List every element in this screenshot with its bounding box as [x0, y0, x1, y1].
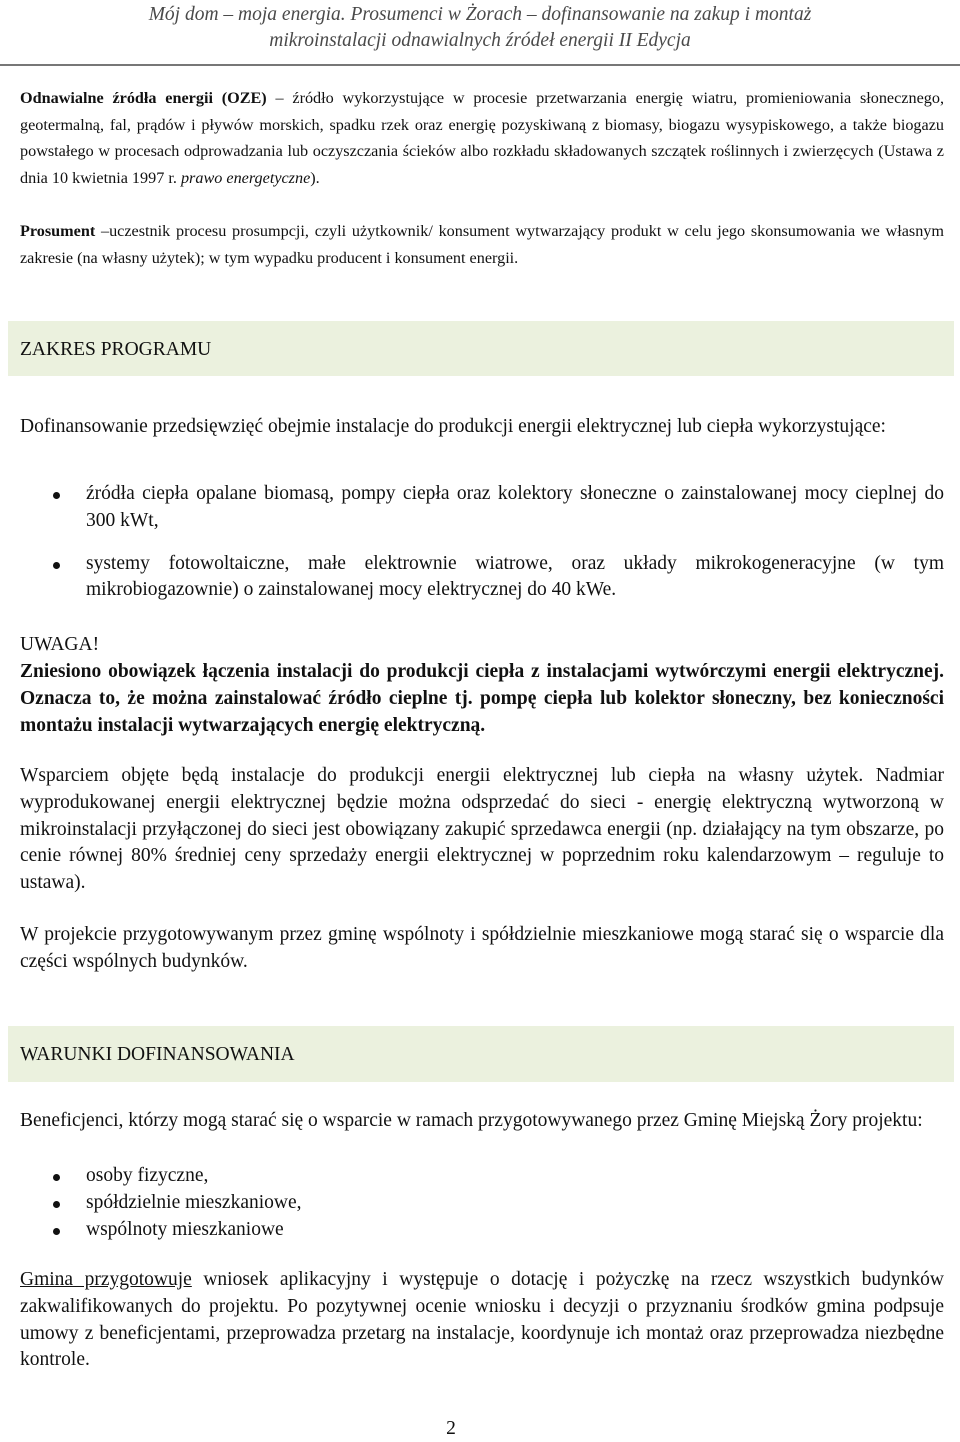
header-line-1: Mój dom – moja energia. Prosumenci w Żorach – dofinansowanie na zakup i montaż [148, 4, 812, 25]
list-item [20, 1190, 944, 1217]
list-item [20, 1163, 944, 1190]
bullet-icon [53, 1201, 60, 1208]
gmina-text: wniosek aplikacyjny i występuje o dotację i pożyczkę na rzecz wszystkich budynków zakwalifikowanych do projektu. Po pozytywnej ocenie wniosku i decyzji o przyznaniu środków gmina podpsuje umowy z beneficjentami, przeprowadza przetarg na instalacje, koordynuje ich montaż oraz przeprowadza niezbędne kontrole. [20, 1269, 944, 1371]
section-band-warunki [8, 1026, 954, 1082]
bullet-icon [53, 492, 60, 499]
list-item-text: źródła ciepła opalane biomasą, pompy ciepła oraz kolektory słoneczne o zainstalowanej mocy cieplnej do 300 kWt, [86, 483, 944, 531]
zakres-bullet-list [20, 481, 944, 604]
gmina-underlined: Gmina przygotowuje [20, 1269, 192, 1290]
bullet-icon [53, 1228, 60, 1235]
bullet-icon [53, 562, 60, 569]
oze-end: ). [310, 168, 320, 187]
list-item-text: osoby fizyczne, [86, 1165, 209, 1186]
list-item [20, 481, 944, 535]
list-item-text: systemy fotowoltaiczne, małe elektrownie wiatrowe, oraz układy mikrokogeneracyjne (w tym mikrobiogazownie) o zainstalowanej mocy elektrycznej do 40 kWe. [86, 552, 944, 601]
section-band-zakres [8, 321, 954, 376]
zakres-paragraph-2: W projekcie przygotowywanym przez gminę wspólnoty i spółdzielnie mieszkaniowe mogą starać się o wsparcie dla części wspólnych budynków. [20, 924, 944, 972]
prosument-text: –uczestnik procesu prosumpcji, czyli użytkownik/ konsument wytwarzający produkt w celu jego skonsumowania we własnym zakresie (na własny użytek); w tym wypadku producent i konsument energii. [20, 222, 944, 267]
beneficjenci-list [20, 1163, 944, 1243]
list-item-text: wspólnoty mieszkaniowe [86, 1218, 284, 1240]
list-item [20, 551, 944, 605]
zakres-paragraph-1: Wsparciem objęte będą instalacje do produkcji energii elektrycznej lub ciepła na własny użytek. Nadmiar wyprodukowanej energii elektrycznej będzie można odsprzedać do sieci - energię elektryczną wytworzoną w mikroinstalacji przyłączonej do sieci jest obowiązany zakupić sprzedawca energii (np. działający na tym obszarze, po cenie równej 80% średniej ceny sprzedaży energii elektrycznej w poprzednim roku kalendarzowym – reguluje to ustawa). [20, 765, 944, 894]
oze-definition [20, 85, 944, 191]
section-title-zakres: ZAKRES PROGRAMU [20, 339, 212, 360]
warunki-intro: Beneficjenci, którzy mogą starać się o wsparcie w ramach przygotowywanego przez Gminę Miejską Żory projektu: [20, 1110, 923, 1131]
warning-label: UWAGA! [20, 634, 100, 655]
bullet-icon [53, 1174, 60, 1181]
header-line-2: mikroinstalacji odnawialnych źródeł energii II Edycja [269, 30, 691, 51]
prosument-term: Prosument [20, 222, 96, 240]
gmina-paragraph [20, 1267, 944, 1374]
header-divider [0, 64, 960, 66]
zakres-intro: Dofinansowanie przedsięwzięć obejmie instalacje do produkcji energii elektrycznej lub ciepła wykorzystujące: [20, 416, 886, 437]
page-number: 2 [446, 1418, 456, 1439]
prosument-definition [20, 218, 944, 271]
list-item-text: spółdzielnie mieszkaniowe, [86, 1191, 302, 1213]
oze-law-name: prawo energetyczne [180, 168, 311, 187]
oze-text: – źródło wykorzystujące w procesie przetwarzania energię wiatru, promieniowania słonecznego, geotermalną, fal, prądów i pływów morskich, spadku rzek oraz energię pozyskiwaną z biomasy, biogazu wysypiskowego, a także biogazu powstałego w procesach odprowadzania lub oczyszczania ścieków albo rozkładu składowanych szczątek roślinnych i zwierzęcych (Ustawa z dnia 10 kwietnia 1997 r. [20, 89, 945, 187]
section-title-warunki: WARUNKI DOFINANSOWANIA [20, 1044, 295, 1065]
warning-text: Zniesiono obowiązek łączenia instalacji do produkcji ciepła z instalacjami wytwórczymi energii elektrycznej. Oznacza to, że można zainstalować źródło cieplne tj. pompę ciepła lub kolektor słoneczny, bez konieczności montażu instalacji wytwarzających energię elektryczną. [20, 661, 944, 736]
list-item [20, 1217, 944, 1244]
oze-term: Odnawialne źródła energii (OZE) [20, 89, 267, 107]
document-header [0, 2, 960, 54]
